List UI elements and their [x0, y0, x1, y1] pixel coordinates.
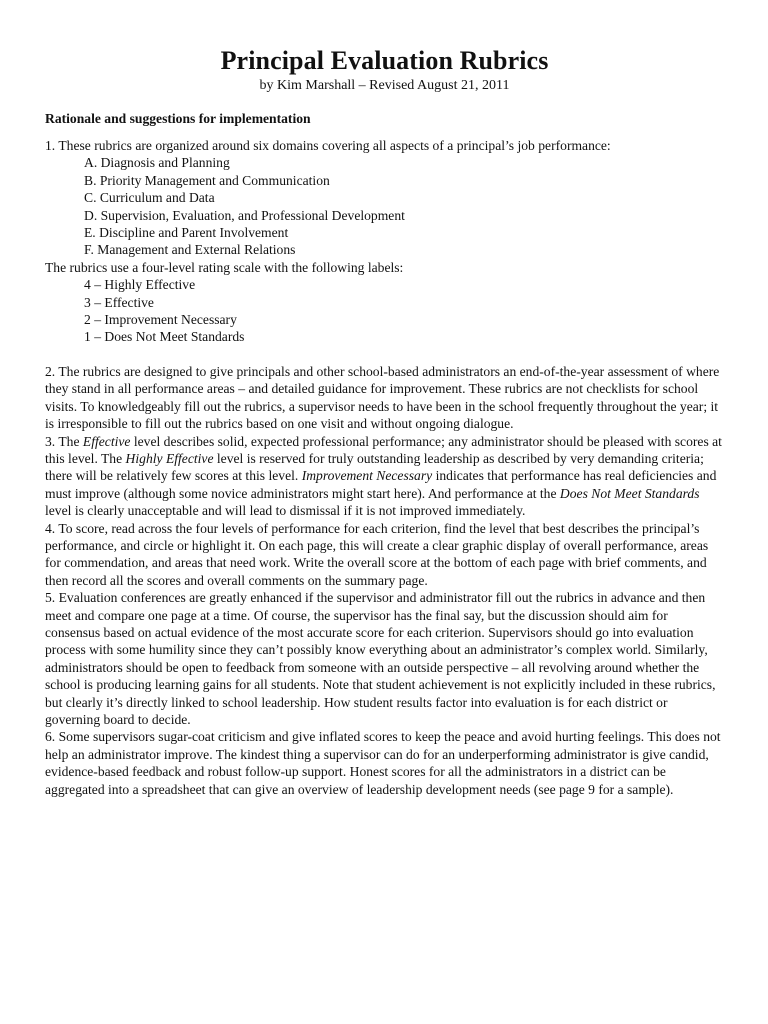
document-byline: by Kim Marshall – Revised August 21, 2011	[259, 78, 510, 93]
does-not-meet-standards-term: Does Not Meet Standards	[559, 485, 700, 501]
rating-level-item: 2 – Improvement Necessary	[84, 312, 237, 328]
item-3-text-3: level is reserved for truly outstanding leadership as described by very demanding criteria; there will be relatively few scores at this level.	[45, 450, 704, 484]
domain-item: A. Diagnosis and Planning	[84, 155, 230, 171]
section-heading: Rationale and suggestions for implementation	[45, 111, 311, 126]
domain-item: F. Management and External Relations	[84, 242, 296, 258]
item-2-paragraph: 2. The rubrics are designed to give principals and other school-based administrators an end-of-the-year assessment of where they stand in all performance areas – and detailed guidance for improvement. These rubrics are not checklists for school visits. To knowledgeably fill out the rubrics, a supervisor needs to have been in the school frequently throughout the year; it is irresponsible to fill out the rubrics based on one visit and without ongoing dialogue.	[45, 363, 720, 432]
item-3-text-1: 3. The	[45, 433, 83, 449]
domain-item: E. Discipline and Parent Involvement	[84, 225, 289, 241]
highly-effective-term: Highly Effective	[125, 450, 214, 466]
effective-term: Effective	[82, 433, 131, 449]
domain-item: D. Supervision, Evaluation, and Professional Development	[84, 207, 405, 223]
improvement-necessary-term: Improvement Necessary	[301, 468, 433, 484]
item-3-text-5: level is clearly unacceptable and will lead to dismissal if it is not improved immediately.	[45, 503, 526, 519]
domain-item: C. Curriculum and Data	[84, 190, 215, 206]
item-3-text-4: indicates that performance has real deficiencies and must improve (although some novice administrators might start here). And performance at the	[45, 468, 717, 501]
item-1-intro: 1. These rubrics are organized around six domains covering all aspects of a principal’s job performance:	[45, 138, 611, 153]
document-title: Principal Evaluation Rubrics	[220, 46, 549, 75]
rating-level-item: 3 – Effective	[84, 294, 154, 310]
item-4-paragraph: 4. To score, read across the four levels of performance for each criterion, find the level that best describes the principal’s performance, and circle or highlight it. On each page, this will create a clear graphic display of overall performance, areas for commendation, and areas that need work. Write the overall score at the bottom of each page with brief comments, and then record all the scores and overall comments on the summary page.	[45, 520, 709, 588]
rating-level-list	[45, 276, 724, 346]
item-3-paragraph	[45, 433, 724, 520]
domain-list	[45, 154, 724, 258]
rating-level-item: 1 – Does Not Meet Standards	[84, 329, 245, 345]
item-5-paragraph: 5. Evaluation conferences are greatly enhanced if the supervisor and administrator fill out the rubrics in advance and then meet and compare one page at a time. Of course, the supervisor has the final say, but the discussion should aim for consensus based on actual evidence of the most accurate score for each criterion. Supervisors should go into evaluation process with some humility since they can’t possibly know everything about an administrator’s complex world. Similarly, administrators should be open to feedback from someone with an outside perspective – all revolving around whether the school is producing learning gains for all students. Note that student achievement is not explicitly included in these rubrics, but clearly it’s directly linked to school leadership. How student results factor into evaluation is for each district or governing board to decide.	[45, 590, 716, 727]
rating-scale-intro: The rubrics use a four-level rating scale with the following labels:	[45, 259, 404, 275]
item-6-paragraph: 6. Some supervisors sugar-coat criticism and give inflated scores to keep the peace and avoid hurting feelings. This does not help an administrator improve. The kindest thing a supervisor can do for an underperforming administrator is give candid, evidence-based feedback and robust follow-up support. Honest scores for all the administrators in a district can be aggregated into a spreadsheet that can give an overview of leadership development needs (see page 9 for a sample).	[45, 729, 721, 797]
item-3-text-2: level describes solid, expected professional performance; any administrator should be pleased with scores at this level. The	[45, 433, 722, 466]
rating-level-item: 4 – Highly Effective	[84, 277, 196, 293]
domain-item: B. Priority Management and Communication	[84, 172, 330, 188]
